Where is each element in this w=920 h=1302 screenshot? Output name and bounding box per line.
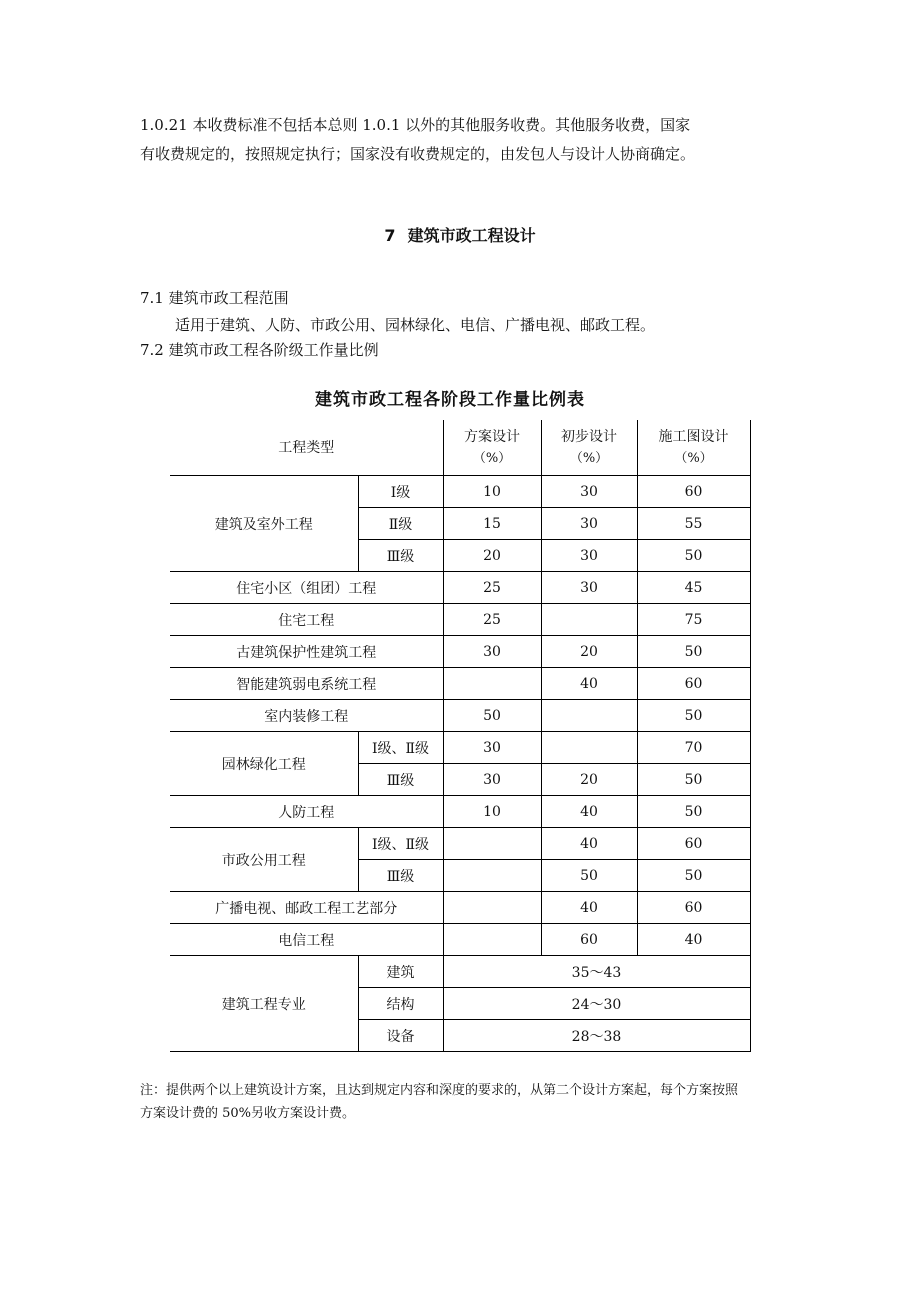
- cell-scheme: 15: [443, 508, 541, 540]
- row-grade: Ⅱ级: [358, 508, 443, 540]
- row-grade: Ⅲ级: [358, 764, 443, 796]
- table-title: 建筑市政工程各阶段工作量比例表: [315, 390, 585, 410]
- row-grade: Ⅰ级、Ⅱ级: [358, 828, 443, 860]
- table-row: [170, 732, 750, 764]
- cell-prelim: [541, 700, 637, 732]
- row-name: 人防工程: [170, 796, 443, 828]
- row-name: 古建筑保护性建筑工程: [170, 636, 443, 668]
- row-discipline: 设备: [358, 1020, 443, 1052]
- cell-scheme: [443, 668, 541, 700]
- section-number: 7: [384, 226, 396, 245]
- cell-prelim: 60: [541, 924, 637, 956]
- section-heading: [0, 223, 920, 246]
- cell-scheme: 25: [443, 604, 541, 636]
- cell-prelim: 20: [541, 764, 637, 796]
- row-grade: Ⅰ级: [358, 476, 443, 508]
- note-line-2: 方案设计费的 50%另收方案设计费。: [140, 1106, 356, 1121]
- cell-range: 24～30: [443, 988, 750, 1020]
- cell-construct: 60: [637, 476, 750, 508]
- cell-prelim: 40: [541, 668, 637, 700]
- intro-line-2: 有收费规定的，按照规定执行；国家没有收费规定的，由发包人与设计人协商确定。: [140, 145, 696, 163]
- cell-construct: 70: [637, 732, 750, 764]
- header-type: 工程类型: [170, 420, 443, 476]
- cell-prelim: 50: [541, 860, 637, 892]
- cell-scheme: [443, 828, 541, 860]
- cell-prelim: 30: [541, 476, 637, 508]
- section-title: 建筑市政工程设计: [407, 226, 536, 245]
- cell-construct: 50: [637, 796, 750, 828]
- cell-scheme: 25: [443, 572, 541, 604]
- intro-line-1: 1.0.21 本收费标准不包括本总则 1.0.1 以外的其他服务收费。其他服务收费，国家: [140, 116, 691, 134]
- cell-scheme: 30: [443, 636, 541, 668]
- cell-prelim: 30: [541, 572, 637, 604]
- cell-scheme: 20: [443, 540, 541, 572]
- subsection-7-2-title: 7.2 建筑市政工程各阶级工作量比例: [140, 341, 379, 359]
- row-discipline: 结构: [358, 988, 443, 1020]
- cell-construct: 50: [637, 540, 750, 572]
- cell-scheme: [443, 892, 541, 924]
- row-grade: Ⅲ级: [358, 540, 443, 572]
- table-row: [170, 476, 750, 508]
- cell-construct: 50: [637, 764, 750, 796]
- note-line-1: 注：提供两个以上建筑设计方案，且达到规定内容和深度的要求的，从第二个设计方案起，每个方案按照: [140, 1083, 739, 1098]
- row-name: 住宅工程: [170, 604, 443, 636]
- cell-construct: 50: [637, 700, 750, 732]
- cell-construct: 75: [637, 604, 750, 636]
- row-name: 广播电视、邮政工程工艺部分: [170, 892, 443, 924]
- header-scheme: 方案设计 （%）: [443, 420, 541, 476]
- table-note: [140, 1079, 738, 1125]
- table-row: [170, 604, 750, 636]
- row-name: 电信工程: [170, 924, 443, 956]
- table-row: [170, 796, 750, 828]
- cell-scheme: 10: [443, 796, 541, 828]
- row-name: 园林绿化工程: [170, 732, 358, 796]
- cell-prelim: 40: [541, 796, 637, 828]
- cell-construct: 50: [637, 860, 750, 892]
- cell-construct: 55: [637, 508, 750, 540]
- row-grade: Ⅰ级、Ⅱ级: [358, 732, 443, 764]
- table-row: [170, 924, 750, 956]
- cell-scheme: [443, 924, 541, 956]
- table-row: [170, 892, 750, 924]
- table-row: [170, 956, 750, 988]
- subsection-7-1-body: 适用于建筑、人防、市政公用、园林绿化、电信、广播电视、邮政工程。: [175, 316, 656, 334]
- cell-scheme: 50: [443, 700, 541, 732]
- cell-prelim: 20: [541, 636, 637, 668]
- cell-construct: 40: [637, 924, 750, 956]
- subsection-7-1-title: 7.1 建筑市政工程范围: [140, 289, 289, 307]
- cell-prelim: [541, 732, 637, 764]
- cell-prelim: 30: [541, 508, 637, 540]
- row-name: 建筑工程专业: [170, 956, 358, 1052]
- cell-prelim: [541, 604, 637, 636]
- table-row: [170, 828, 750, 860]
- cell-prelim: 30: [541, 540, 637, 572]
- cell-scheme: 10: [443, 476, 541, 508]
- cell-construct: 60: [637, 892, 750, 924]
- header-prelim: 初步设计 （%）: [541, 420, 637, 476]
- cell-scheme: 30: [443, 764, 541, 796]
- cell-construct: 45: [637, 572, 750, 604]
- row-grade: Ⅲ级: [358, 860, 443, 892]
- row-discipline: 建筑: [358, 956, 443, 988]
- cell-prelim: 40: [541, 828, 637, 860]
- cell-construct: 60: [637, 828, 750, 860]
- row-name: 智能建筑弱电系统工程: [170, 668, 443, 700]
- row-name: 住宅小区（组团）工程: [170, 572, 443, 604]
- cell-construct: 60: [637, 668, 750, 700]
- cell-prelim: 40: [541, 892, 637, 924]
- cell-scheme: 30: [443, 732, 541, 764]
- header-construct: 施工图设计 （%）: [637, 420, 750, 476]
- table-row: [170, 700, 750, 732]
- cell-construct: 50: [637, 636, 750, 668]
- cell-range: 35～43: [443, 956, 750, 988]
- table-row: [170, 636, 750, 668]
- row-name: 市政公用工程: [170, 828, 358, 892]
- row-name: 建筑及室外工程: [170, 476, 358, 572]
- table-row: [170, 572, 750, 604]
- workload-ratio-table: [170, 420, 751, 1052]
- cell-range: 28～38: [443, 1020, 750, 1052]
- row-name: 室内装修工程: [170, 700, 443, 732]
- cell-scheme: [443, 860, 541, 892]
- table-row: [170, 668, 750, 700]
- table-header-row: [170, 420, 750, 476]
